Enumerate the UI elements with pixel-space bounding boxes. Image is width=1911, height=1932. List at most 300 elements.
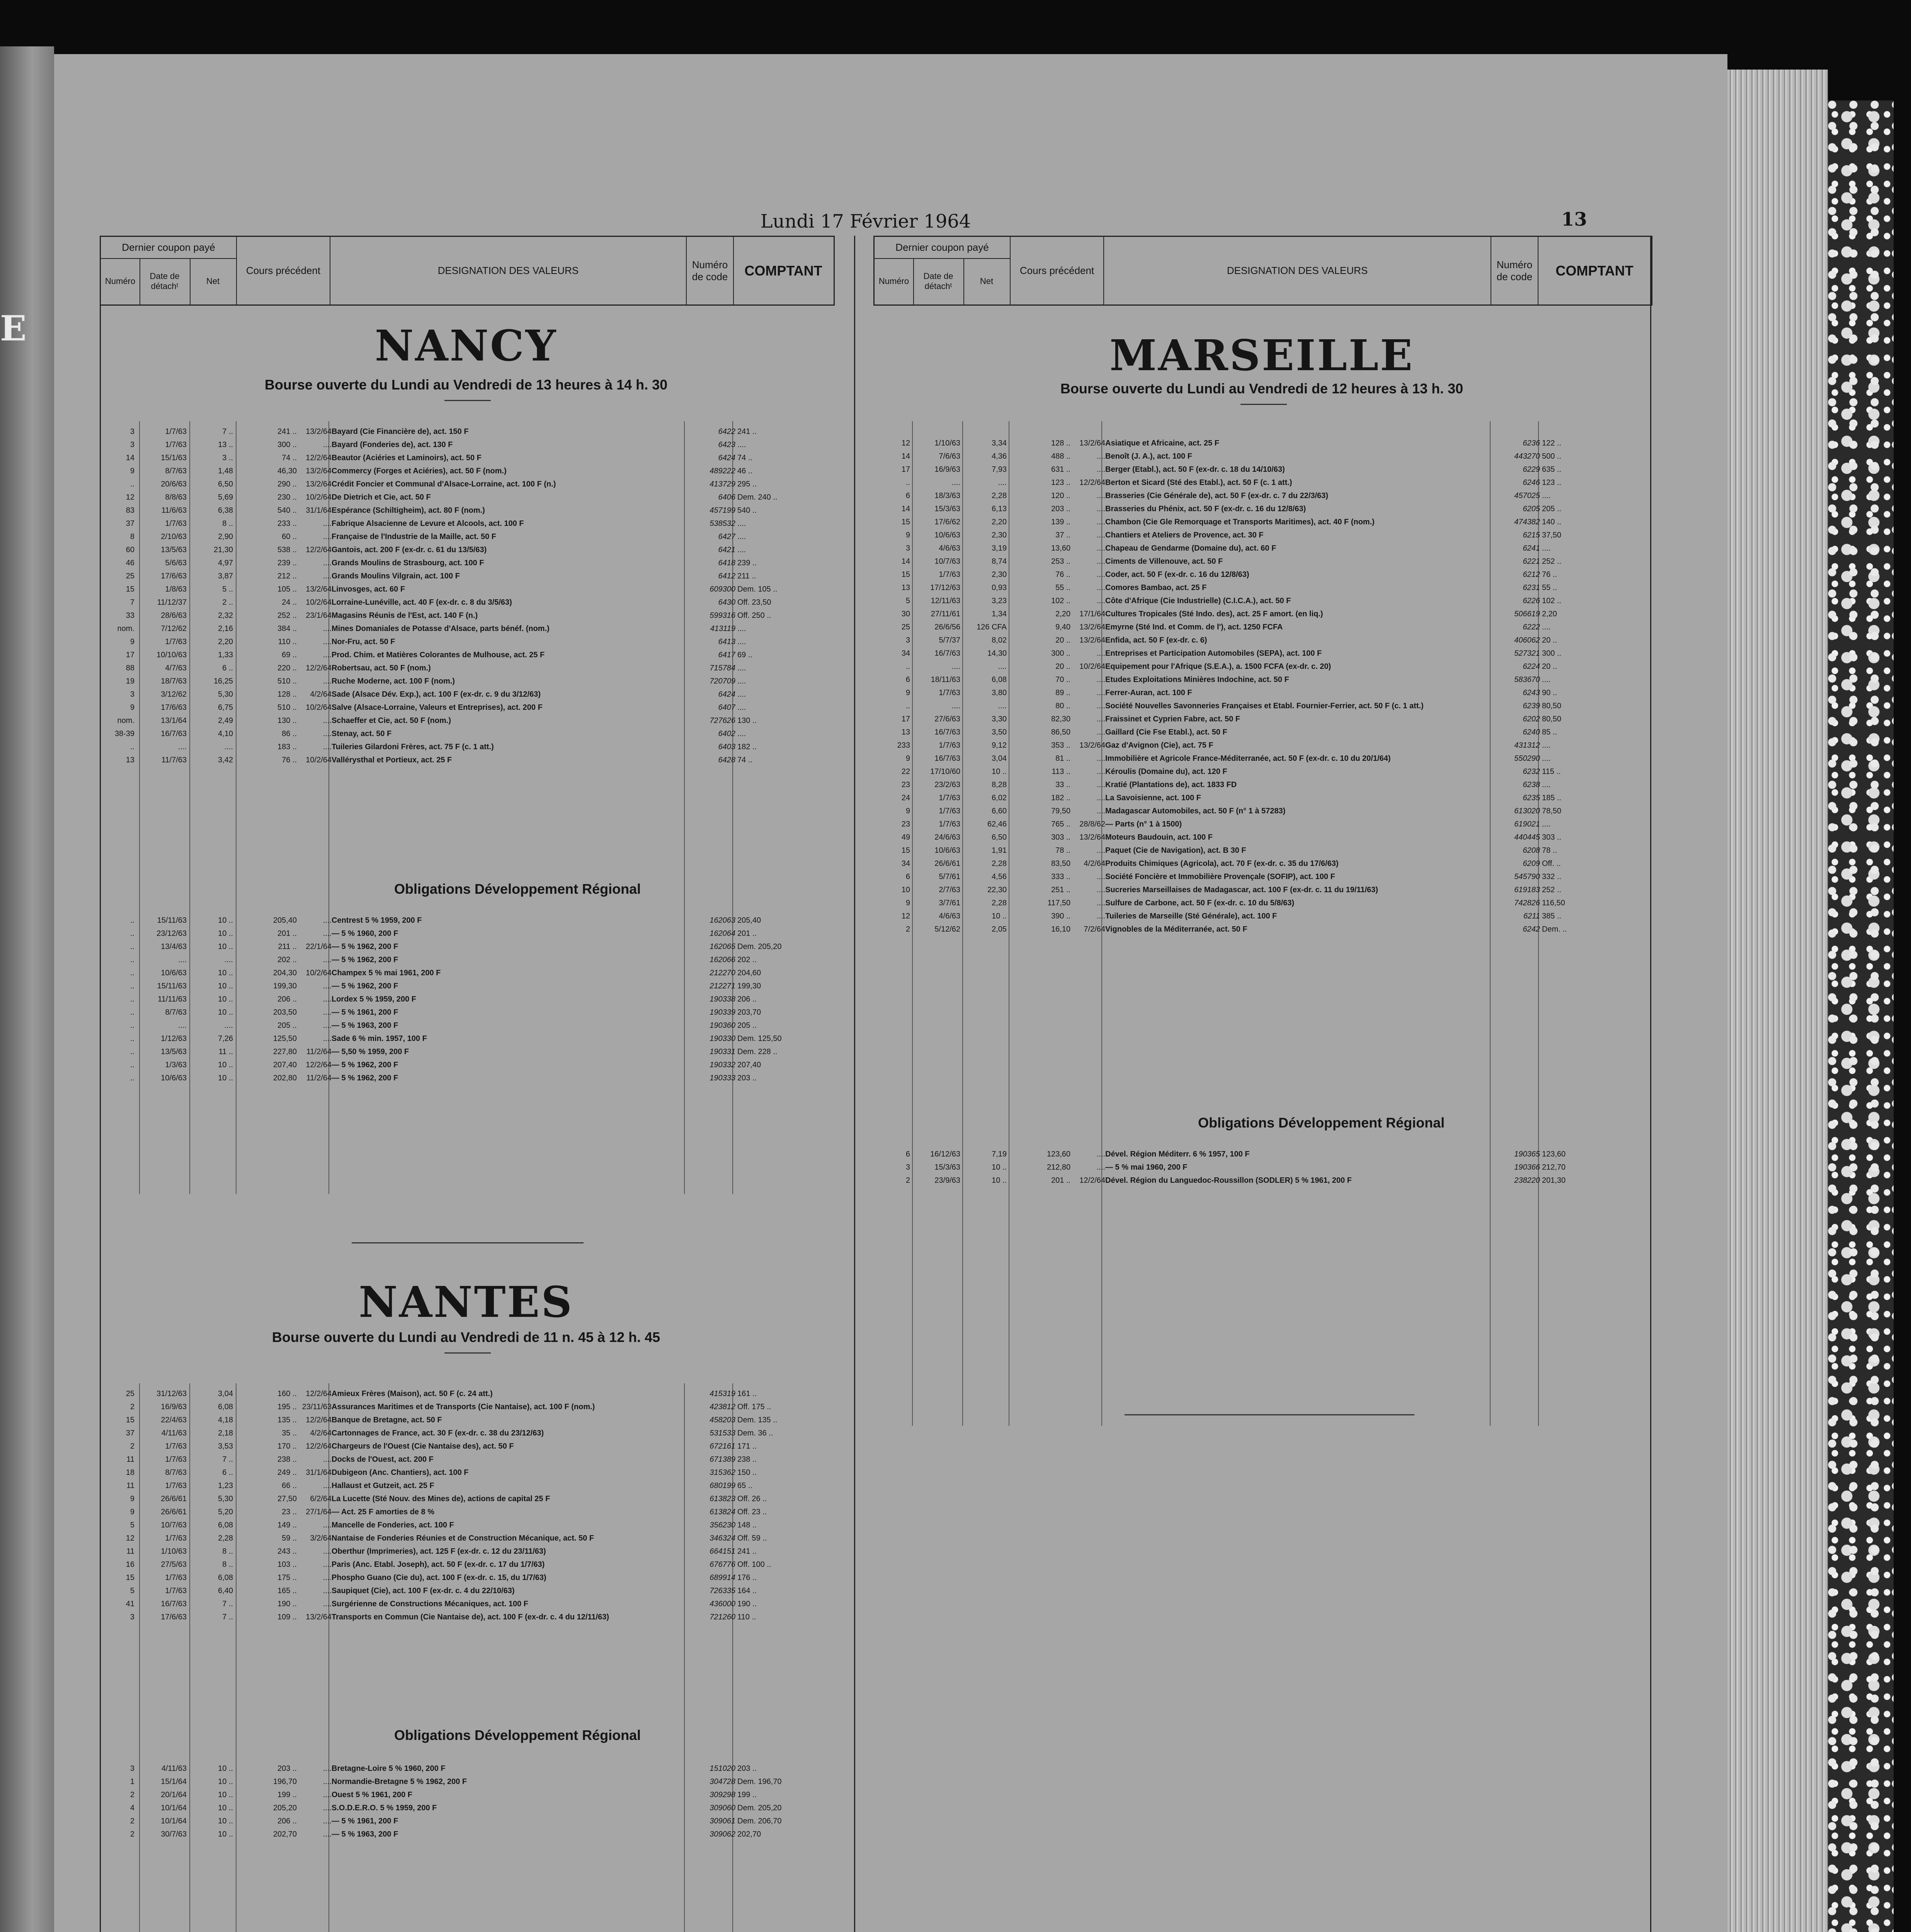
comptant-value: .... — [737, 624, 746, 633]
designation: Enfida, act. 50 F (ex-dr. c. 6) — [1105, 636, 1207, 645]
previous-price: 230 .. — [277, 493, 297, 502]
coupon-number: 10 — [901, 886, 910, 894]
previous-date: .... — [323, 1521, 332, 1529]
net-value: 10 .. — [992, 1176, 1007, 1185]
code-number: 415319 — [710, 1389, 735, 1398]
previous-date: .... — [323, 1547, 332, 1556]
previous-date: .... — [1096, 846, 1105, 855]
net-value: 8,28 — [992, 781, 1007, 789]
table-row — [100, 438, 832, 451]
designation-label-right: DESIGNATION DES VALEURS — [1104, 237, 1491, 304]
table-row — [873, 923, 1650, 936]
net-value: .... — [224, 956, 233, 964]
previous-date: 17/1/64 — [1079, 610, 1105, 618]
table-row — [873, 726, 1650, 739]
previous-price: 175 .. — [277, 1573, 297, 1582]
comptant-value: 206 .. — [737, 995, 757, 1003]
previous-date: .... — [323, 572, 332, 580]
table-row — [100, 1045, 832, 1058]
previous-price: 160 .. — [277, 1389, 297, 1398]
previous-date: .... — [1096, 597, 1105, 605]
designation: Transports en Commun (Cie Nantaise de), act. 100 F (ex-dr. c. 4 du 12/11/63) — [332, 1613, 609, 1621]
code-number: 190360 — [710, 1021, 735, 1030]
code-number: 6224 — [1523, 662, 1540, 671]
comptant-value: Off. 100 .. — [737, 1560, 771, 1569]
coupon-number: 9 — [905, 899, 910, 907]
comptant-value: 205,40 — [737, 916, 761, 925]
comptant-value: .... — [737, 638, 746, 646]
previous-date: .... — [1096, 781, 1105, 789]
coupon-number: 19 — [126, 677, 134, 685]
detach-date: 1/7/63 — [165, 1442, 187, 1451]
detach-date: 1/7/63 — [939, 820, 960, 828]
comptant-value: 37,50 — [1542, 531, 1562, 539]
page-number: 13 — [1561, 209, 1587, 230]
designation: Kéroulis (Domaine du), act. 120 F — [1105, 767, 1227, 776]
detach-date: 4/6/63 — [939, 544, 960, 553]
net-value: 10 .. — [992, 767, 1007, 776]
table-row — [100, 491, 832, 504]
code-number: 436000 — [710, 1600, 735, 1608]
designation: Ruche Moderne, act. 100 F (nom.) — [332, 677, 455, 685]
net-value: 7 .. — [222, 1455, 233, 1464]
designation: Française de l'Industrie de la Maille, act. 50 F — [332, 532, 497, 541]
comptant-value: .... — [1542, 754, 1551, 763]
designation: Bayard (Fonderies de), act. 130 F — [332, 440, 453, 449]
coupon-number: 34 — [901, 649, 910, 658]
previous-date: .... — [323, 638, 332, 646]
previous-date: .... — [1096, 531, 1105, 539]
code-number: 6226 — [1523, 597, 1540, 605]
designation: Paris (Anc. Etabl. Joseph), act. 50 F (ex-dr. c. 17 du 1/7/63) — [332, 1560, 545, 1569]
code-number: 583670 — [1514, 675, 1540, 684]
previous-price: 201 .. — [277, 929, 297, 938]
code-number: 356230 — [710, 1521, 735, 1529]
comptant-value: 212,70 — [1542, 1163, 1566, 1172]
net-value: 8,74 — [992, 557, 1007, 566]
comptant-value: 110 .. — [737, 1613, 756, 1621]
coupon-number: 15 — [126, 1416, 134, 1424]
previous-date: .... — [323, 730, 332, 738]
previous-price: 212 .. — [277, 572, 297, 580]
comptant-label: COMPTANT — [744, 262, 822, 279]
table-row — [100, 517, 832, 530]
previous-date: .... — [323, 1791, 332, 1799]
table-row — [100, 1788, 832, 1801]
designation: — 5 % 1963, 200 F — [332, 1830, 398, 1838]
detach-date: 5/12/62 — [934, 925, 960, 934]
comptant-value: Dem. 196,70 — [737, 1777, 782, 1786]
column-divider — [854, 236, 855, 1932]
detach-date: 10/7/63 — [934, 557, 960, 566]
cours-precedent-label: Cours précédent — [237, 237, 330, 304]
designation: Emyrne (Sté Ind. et Comm. de l'), act. 1250 FCFA — [1105, 623, 1283, 631]
coupon-number: 15 — [901, 846, 910, 855]
net-value: 2,28 — [218, 1534, 233, 1543]
detach-date: 15/1/63 — [161, 454, 187, 462]
detach-date: 23/2/63 — [934, 781, 960, 789]
comptant-value: .... — [1542, 492, 1551, 500]
table-row — [873, 910, 1650, 923]
comptant-value: .... — [1542, 544, 1551, 553]
table-row — [873, 1174, 1650, 1187]
detach-date: 23/9/63 — [934, 1176, 960, 1185]
coupon-number: 12 — [901, 912, 910, 920]
detach-date: 12/11/63 — [931, 597, 960, 605]
comptant-value: .... — [737, 546, 746, 554]
net-value: 2,28 — [992, 492, 1007, 500]
detach-date: 26/6/61 — [161, 1495, 187, 1503]
code-number: 613823 — [710, 1495, 735, 1503]
table-row — [100, 1492, 832, 1505]
designation: Surgérienne de Constructions Mécaniques, act. 100 F — [332, 1600, 529, 1608]
detach-date: 10/6/63 — [161, 1074, 187, 1082]
coupon-number: .. — [905, 702, 910, 710]
comptant-value: .... — [737, 532, 746, 541]
comptant-value: 116,50 — [1542, 899, 1565, 907]
net-value: 6,50 — [992, 833, 1007, 842]
code-number: 715784 — [710, 664, 735, 672]
code-number: 726335 — [710, 1587, 735, 1595]
previous-date: .... — [1096, 492, 1105, 500]
previous-date: .... — [1096, 1163, 1105, 1172]
comptant-value: Off. .. — [1542, 859, 1561, 868]
code-number: 680199 — [710, 1481, 735, 1490]
designation: — Act. 25 F amorties de 8 % — [332, 1508, 435, 1516]
previous-date: 23/1/64 — [306, 611, 332, 620]
net-value: 1,23 — [218, 1481, 233, 1490]
code-number: 6412 — [718, 572, 735, 580]
net-value: 2,90 — [218, 532, 233, 541]
previous-date: .... — [1096, 649, 1105, 658]
detach-date: 15/3/63 — [934, 505, 960, 513]
net-value: 62,46 — [987, 820, 1007, 828]
previous-price: 69 .. — [282, 651, 297, 659]
comptant-value: .... — [737, 690, 746, 699]
previous-price: 130 .. — [277, 716, 297, 725]
designation: Produits Chimiques (Agricola), act. 70 F (ex-dr. c. 35 du 17/6/63) — [1105, 859, 1339, 868]
table-row — [873, 857, 1650, 870]
coupon-number: 11 — [126, 1455, 134, 1464]
previous-price: 203 .. — [1051, 505, 1070, 513]
previous-price: 20 .. — [1055, 662, 1070, 671]
code-number: 6423 — [718, 440, 735, 449]
net-value: 3,50 — [992, 728, 1007, 736]
previous-date: 4/2/64 — [310, 1429, 332, 1437]
designation: Immobilière et Agricole France-Méditerranée, act. 50 F (ex-dr. c. 10 du 20/1/64) — [1105, 754, 1391, 763]
detach-date: 24/6/63 — [934, 833, 960, 842]
previous-price: 135 .. — [277, 1416, 297, 1424]
code-number: 6236 — [1523, 439, 1540, 447]
dernier-coupon-label-right: Dernier coupon payé — [875, 237, 1011, 259]
previous-date: .... — [1096, 689, 1105, 697]
comptant-label-right: COMPTANT — [1555, 262, 1634, 279]
facing-page-letter: E — [0, 308, 27, 349]
coupon-number: 2 — [130, 1442, 134, 1451]
code-number: 6231 — [1523, 583, 1540, 592]
coupon-number: 6 — [905, 1150, 910, 1158]
previous-date: .... — [1096, 807, 1105, 815]
marseille-end-rule — [1125, 1414, 1414, 1415]
numero-code-label-right: Numéro de code — [1491, 237, 1538, 304]
previous-date: 10/2/64 — [306, 703, 332, 712]
designation: Benoît (J. A.), act. 100 F — [1105, 452, 1192, 461]
code-number: 742826 — [1514, 899, 1540, 907]
designation: Cultures Tropicales (Sté Indo. des), act. 25 F amort. (en liq.) — [1105, 610, 1323, 618]
previous-price: 202,70 — [273, 1830, 297, 1838]
comptant-value: .... — [737, 703, 746, 712]
previous-date: 13/2/64 — [306, 1613, 332, 1621]
previous-date: 13/2/64 — [306, 585, 332, 594]
comptant-value: 300 .. — [1542, 649, 1562, 658]
previous-price: 510 .. — [277, 703, 297, 712]
previous-price: 384 .. — [277, 624, 297, 633]
previous-price: 488 .. — [1051, 452, 1070, 461]
detach-date: 1/7/63 — [165, 1573, 187, 1582]
table-row — [100, 1019, 832, 1032]
table-row — [873, 818, 1650, 831]
net-value: 3,34 — [992, 439, 1007, 447]
code-number: 309061 — [710, 1817, 735, 1825]
coupon-number: .. — [130, 480, 134, 488]
designation: Tuileries Gilardoni Frères, act. 75 F (c. 1 att.) — [332, 743, 494, 751]
code-number: 151020 — [710, 1764, 735, 1773]
table-row — [873, 660, 1650, 673]
coupon-number: 25 — [126, 572, 134, 580]
previous-price: 20 .. — [1055, 636, 1070, 645]
previous-date: 13/2/64 — [1079, 741, 1105, 750]
net-value: .... — [224, 1021, 233, 1030]
previous-price: 253 .. — [1051, 557, 1070, 566]
detach-date: 1/7/63 — [165, 1455, 187, 1464]
coupon-number: 5 — [905, 597, 910, 605]
previous-date: .... — [1096, 675, 1105, 684]
previous-price: 300 .. — [277, 440, 297, 449]
detach-date: 18/3/63 — [934, 492, 960, 500]
code-number: 613020 — [1514, 807, 1540, 815]
previous-date: 13/2/64 — [1079, 439, 1105, 447]
previous-date: .... — [323, 559, 332, 567]
previous-price: 78 .. — [1055, 846, 1070, 855]
comptant-value: Off. 59 .. — [737, 1534, 767, 1543]
previous-price: 196,70 — [273, 1777, 297, 1786]
code-number: 6211 — [1523, 912, 1540, 920]
comptant-value: 123,60 — [1542, 1150, 1566, 1158]
net-value: 2,18 — [218, 1429, 233, 1437]
code-number: 619021 — [1514, 820, 1540, 828]
previous-date: 12/2/64 — [306, 664, 332, 672]
previous-price: 333 .. — [1051, 872, 1070, 881]
previous-price: 249 .. — [277, 1468, 297, 1477]
previous-price: 113 .. — [1052, 767, 1070, 776]
net-value: 5,30 — [218, 690, 233, 699]
net-value: 4,97 — [218, 559, 233, 567]
net-value: 4,36 — [992, 452, 1007, 461]
previous-price: 206 .. — [277, 1817, 297, 1825]
coupon-number: 3 — [130, 440, 134, 449]
designation: Lordex 5 % 1959, 200 F — [332, 995, 417, 1003]
previous-price: 353 .. — [1051, 741, 1070, 750]
detach-date: 10/7/63 — [161, 1521, 187, 1529]
table-row — [873, 594, 1650, 607]
previous-price: 83,50 — [1051, 859, 1070, 868]
detach-date: 26/6/61 — [934, 859, 960, 868]
code-number: 458203 — [710, 1416, 735, 1424]
code-number: 6422 — [718, 427, 735, 436]
detach-date: 13/5/63 — [161, 546, 187, 554]
coupon-number: 14 — [126, 454, 134, 462]
previous-date: .... — [323, 995, 332, 1003]
comptant-value: 241 .. — [737, 1547, 757, 1556]
designation: Brasseries du Phénix, act. 50 F (ex-dr. c. 16 du 12/8/63) — [1105, 505, 1306, 513]
previous-date: 12/2/64 — [306, 454, 332, 462]
designation: — 5 % 1962, 200 F — [332, 982, 398, 990]
table-row — [100, 504, 832, 517]
net-value: 3 .. — [222, 454, 233, 462]
table-row — [100, 1071, 832, 1085]
net-value: 8,02 — [992, 636, 1007, 645]
code-number: 689914 — [710, 1573, 735, 1582]
comptant-value: 303 .. — [1542, 833, 1562, 842]
comptant-value: 171 .. — [737, 1442, 757, 1451]
detach-date: 1/3/63 — [165, 1061, 187, 1069]
coupon-number: 2 — [905, 925, 910, 934]
code-number: 6428 — [718, 756, 735, 764]
table-row — [100, 914, 832, 927]
previous-date: .... — [1096, 886, 1105, 894]
table-row — [873, 739, 1650, 752]
code-number: 6406 — [718, 493, 735, 502]
comptant-value: 201 .. — [737, 929, 757, 938]
detach-date: 8/7/63 — [165, 467, 187, 475]
previous-date: 12/2/64 — [1079, 1176, 1105, 1185]
previous-price: 203,50 — [273, 1008, 297, 1017]
designation: Crédit Foncier et Communal d'Alsace-Lorraine, act. 100 F (n.) — [332, 480, 556, 488]
detach-date: 10/6/63 — [934, 531, 960, 539]
net-value: 7,26 — [218, 1034, 233, 1043]
previous-price: 24 .. — [282, 598, 297, 607]
coupon-number: 9 — [130, 467, 134, 475]
code-number: 664151 — [710, 1547, 735, 1556]
comptant-value: 161 .. — [737, 1389, 757, 1398]
comptant-value: 123 .. — [1542, 478, 1562, 487]
net-value: 6,38 — [218, 506, 233, 515]
previous-price: 205,40 — [273, 916, 297, 925]
previous-date: 13/2/64 — [306, 467, 332, 475]
code-number: 6229 — [1523, 465, 1540, 474]
previous-date: .... — [323, 1560, 332, 1569]
coupon-number: 1 — [130, 1777, 134, 1786]
designation: Hallaust et Gutzeit, act. 25 F — [332, 1481, 434, 1490]
net-value: 10 .. — [992, 912, 1007, 920]
code-number: 6209 — [1523, 859, 1540, 868]
comptant-value: 182 .. — [737, 743, 757, 751]
net-value: 126 CFA — [977, 623, 1007, 631]
previous-price: 170 .. — [277, 1442, 297, 1451]
table-row — [100, 1440, 832, 1453]
detach-date: .... — [951, 662, 960, 671]
comptant-value: .... — [1542, 741, 1551, 750]
table-row — [100, 1801, 832, 1815]
designation: Dével. Région du Languedoc-Roussillon (SODLER) 5 % 1961, 200 F — [1105, 1176, 1352, 1185]
previous-date: .... — [1096, 1150, 1105, 1158]
dernier-coupon-label: Dernier coupon payé — [101, 237, 237, 259]
net-value: 2,05 — [992, 925, 1007, 934]
nancy-title-rule — [444, 400, 491, 401]
coupon-number: 3 — [130, 427, 134, 436]
previous-date: .... — [1096, 452, 1105, 461]
designation: — 5 % 1960, 200 F — [332, 929, 398, 938]
coupon-number: 16 — [126, 1560, 134, 1569]
net-value: 6,08 — [992, 675, 1007, 684]
previous-date: 12/2/64 — [306, 1442, 332, 1451]
designation: Stenay, act. 50 F — [332, 730, 392, 738]
table-row — [100, 1815, 832, 1828]
coupon-number: .. — [905, 662, 910, 671]
comptant-value: 164 .. — [737, 1587, 757, 1595]
net-value: 2,16 — [218, 624, 233, 633]
comptant-value: .... — [1542, 820, 1551, 828]
table-row — [100, 583, 832, 596]
designation: Vignobles de la Méditerranée, act. 50 F — [1105, 925, 1247, 934]
detach-date: 10/10/63 — [157, 651, 187, 659]
table-row — [873, 752, 1650, 765]
code-number: 527321 — [1514, 649, 1540, 658]
code-number: 190365 — [1514, 1150, 1540, 1158]
net-value: 1,48 — [218, 467, 233, 475]
net-value: 2,28 — [992, 899, 1007, 907]
detach-date: 23/12/63 — [157, 929, 187, 938]
table-row — [100, 701, 832, 714]
coupon-number: 46 — [126, 559, 134, 567]
net-value: 6,13 — [992, 505, 1007, 513]
table-row — [100, 1006, 832, 1019]
table-row — [100, 451, 832, 464]
comptant-value: Dem. .. — [1542, 925, 1567, 934]
designation-label: DESIGNATION DES VALEURS — [330, 237, 687, 304]
coupon-number: 11 — [126, 1547, 134, 1556]
previous-price: 139 .. — [1051, 518, 1070, 526]
comptant-value: Dem. 36 .. — [737, 1429, 773, 1437]
previous-date: 12/2/64 — [306, 1061, 332, 1069]
net-value: 5,69 — [218, 493, 233, 502]
net-value: 3,19 — [992, 544, 1007, 553]
code-number: 190331 — [710, 1048, 735, 1056]
table-row — [873, 634, 1650, 647]
designation: Dubigeon (Anc. Chantiers), act. 100 F — [332, 1468, 469, 1477]
nantes-oblig-rows — [100, 1762, 832, 1841]
table-row — [100, 1532, 832, 1545]
comptant-value: 238 .. — [737, 1455, 757, 1464]
detach-date: .... — [178, 743, 187, 751]
comptant-value: 102 .. — [1542, 597, 1562, 605]
designation: La Savoisienne, act. 100 F — [1105, 794, 1201, 802]
comptant-value: .... — [1542, 623, 1551, 631]
net-value: 6,50 — [218, 480, 233, 488]
previous-date: .... — [1096, 899, 1105, 907]
previous-date: .... — [1096, 570, 1105, 579]
coupon-number: 25 — [901, 623, 910, 631]
previous-date: .... — [323, 1600, 332, 1608]
designation: Sulfure de Carbone, act. 50 F (ex-dr. c. 10 du 5/8/63) — [1105, 899, 1295, 907]
comptant-value: Dem. 206,70 — [737, 1817, 782, 1825]
net-value: 3,04 — [992, 754, 1007, 763]
net-value: 16,25 — [213, 677, 233, 685]
previous-date: .... — [323, 651, 332, 659]
coupon-number: 15 — [126, 1573, 134, 1582]
net-label-right: Net — [963, 258, 1011, 304]
comptant-value: Dem. 105 .. — [737, 585, 778, 594]
